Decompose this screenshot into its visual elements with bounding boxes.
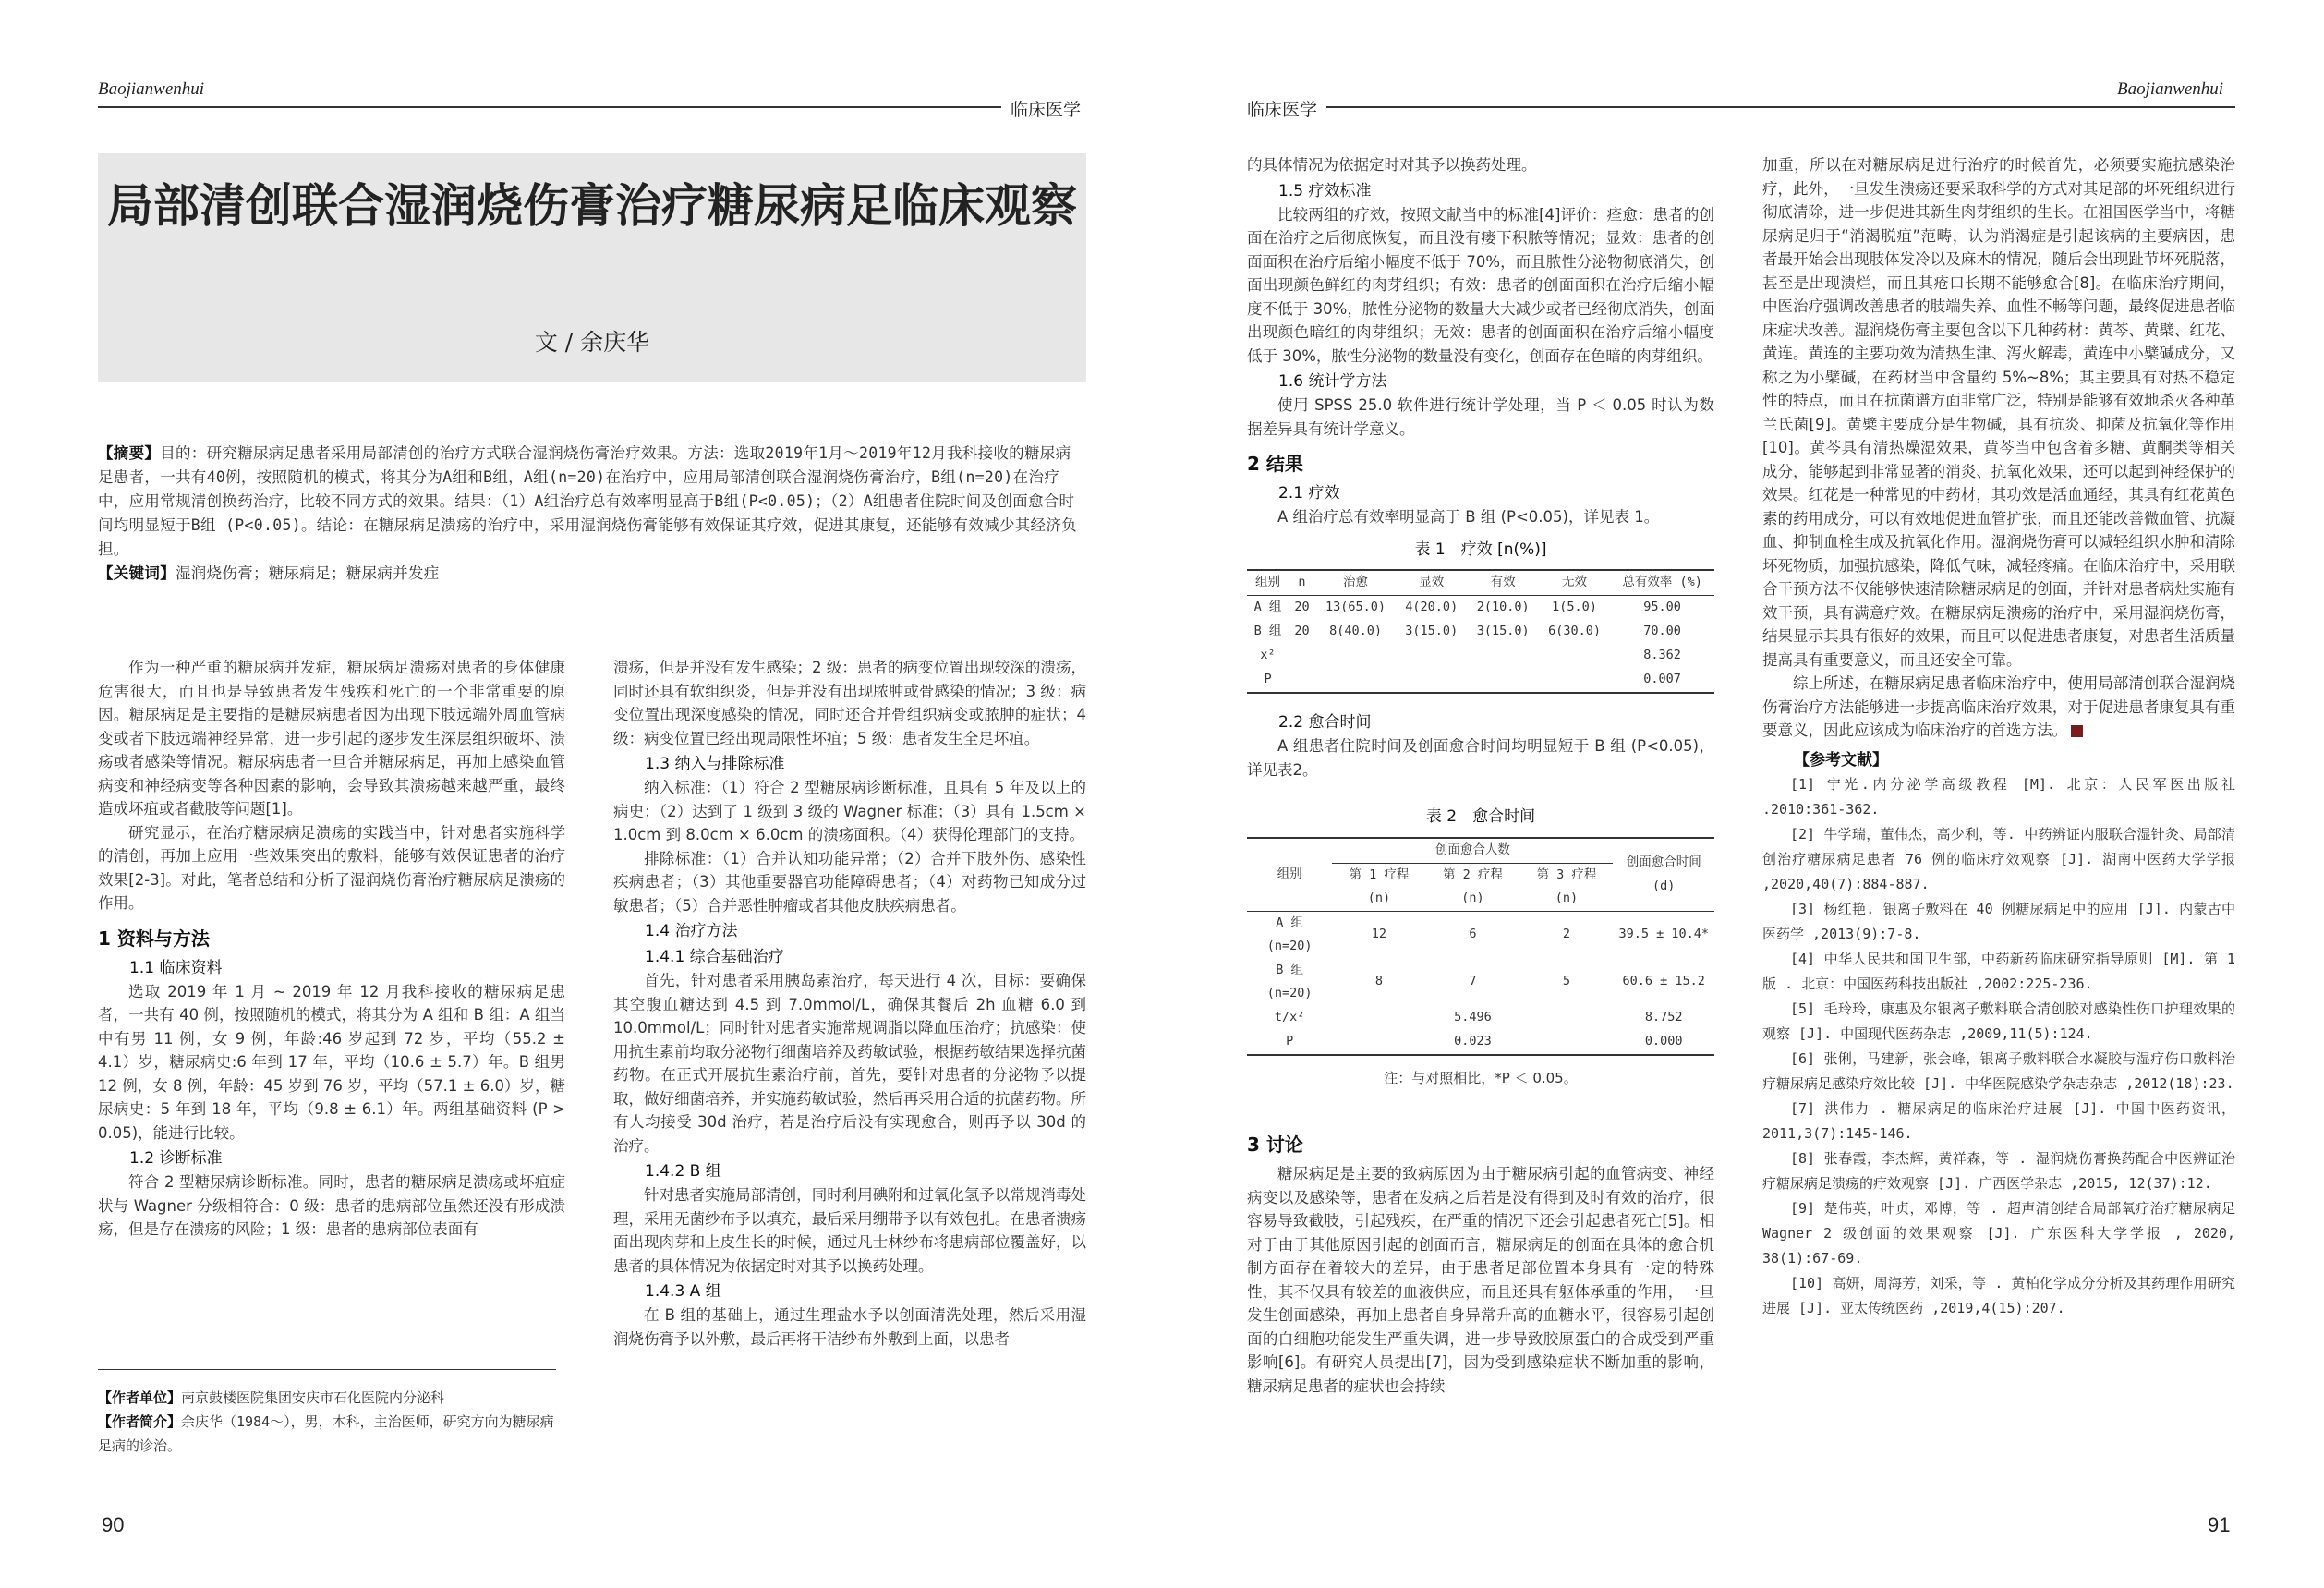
table-row <box>1247 620 1714 644</box>
paragraph: 排除标准：（1）合并认知功能异常；（2）合并下肢外伤、感染性疾病患者；（3）其他重要器官功能障碍患者；（4）对药物已知成分过敏患者；（5）合并恶性肿瘤或者其他皮肤疾病患者。 <box>613 849 1086 915</box>
table-row <box>1247 959 1714 1006</box>
table1-cell: 13(65.0) <box>1325 600 1386 615</box>
paragraph <box>1762 672 2235 743</box>
paragraph: 作为一种严重的糖尿病并发症，糖尿病足溃疡对患者的身体健康危害很大，而且也是导致患者发生残疾和死亡的一个非常重要的原因。糖尿病足是主要指的是糖尿病患者因为出现下肢远端外周血管病变或者下肢远端神经异常，进一步引起的逐步发生深层组织破坏、溃疡或者感染等情况。糖尿病患者一旦合并糖尿病足，再加上感染血管病变和神经病变等各种因素的影响，会导致其溃疡越来越严重，最终造成坏疽或者截肢等问题[1]。 <box>98 659 565 818</box>
right-column-1 <box>1247 153 1714 1398</box>
reference-item: [3] 杨红艳. 银离子敷料在 40 例糖尿病足中的应用 [J]. 内蒙古中医药学 ,2013(9):7-8. <box>1762 900 2235 942</box>
table2-cell: 0.000 <box>1644 1033 1683 1049</box>
table1-cell <box>1315 668 1396 693</box>
end-mark-icon <box>2071 725 2083 737</box>
journal-name: Baojianwenhui <box>98 79 205 99</box>
table2-caption: 表 2 愈合时间 <box>1425 807 1536 826</box>
table2-cell: P <box>1286 1033 1294 1049</box>
table2-cell: 12 <box>1371 927 1387 942</box>
table1-cell <box>1539 668 1610 693</box>
table2-cell <box>1332 1006 1425 1030</box>
table1-header: 总有效率 (%) <box>1622 575 1702 590</box>
section-heading: 2 结果 <box>1247 453 1303 475</box>
paragraph: 加重，所以在对糖尿病足进行治疗的时候首先，必须要实施抗感染治疗，此外，一旦发生溃疡还要采取科学的方式对其足部的坏死组织进行彻底清除，进一步促进其新生肉芽组织的生长。在祖国医学当中，将糖尿病足归于“消渴脱疽”范畴，认为消渴症是引起该病的主要病因，患者最开始会出现肢体发冷以及麻木的情况，随后会出现趾节坏死脱落，甚至是出现溃烂，而且其疮口长期不能够愈合[8]。在临床治疗期间，中医治疗强调改善患者的肢端失养、血性不畅等问题，最终促进患者临床症状改善。湿润烧伤膏主要包含以下几种药材：黄芩、黄檗、红花、黄连。黄连的主要功效为清热生津、泻火解毒，黄连中小檗碱成分，又称之为小檗碱，在药材当中含量约 5%~8%；其主要具有对热不稳定性的特点，而且在抗菌谱方面非常广泛，特别是能够有效地杀灭各种革兰氏菌[9]。黄檗主要成分是生物碱，具有抗炎、抑菌及抗氧化等作用[10]。黄芩具有清热燥湿效果，黄芩当中包含着多糖、黄酮类等相关成分，能够起到非常显著的消炎、抗氧化效果，还可以起到神经保护的效果。红花是一种常见的中药材，其功效是活血通经，其具有红花黄色素的药用成分，可以有效地促进血管扩张，而且还能改善微血管、抗凝血、抑制血栓生成及抗氧化作用。湿润烧伤膏可以减轻组织水肿和清除坏死物质，加强抗感染，降低气味，减轻疼痛。在临床治疗中，采用联合干预方法不仅能够快速清除糖尿病足的创面，并针对患者病灶实施有效干预，具有满意疗效。在糖尿病足溃疡的治疗中，采用湿润烧伤膏，结果显示其具有很好的效果，而且可以促进患者康复，对患者生活质量提高具有重要意义，而且还安全可靠。 <box>1762 156 2235 669</box>
paragraph: 糖尿病足是主要的致病原因为由于糖尿病引起的血管病变、神经病变以及感染等，患者在发病之后若是没有得到及时有效的治疗，很容易导致截肢，引起残疾，在严重的情况下还会引起患者死亡[5]。相对于由于其他原因引起的创面而言，糖尿病足的创面在具体的愈合机制方面存在着较大的差异，由于患者足部位置本身具有一定的特殊性，其不仅具有较差的血液供应，而且还具有躯体承重的作用，一旦发生创面感染，再加上患者自身异常升高的血糖水平，很容易引起创面的白细胞功能发生严重失调，进一步导致胶原蛋白的合成受到严重影响[6]。有研究人员提出[7]，因为受到感染症状不断加重的影响，糖尿病足患者的症状也会持续 <box>1247 1165 1714 1395</box>
table1-cell: 2(10.0) <box>1476 600 1530 615</box>
table1-cell <box>1396 644 1467 668</box>
paragraph: A 组治疗总有效率明显高于 B 组 (P<0.05)，详见表 1。 <box>1277 508 1660 526</box>
abstract-label: 【摘要】 <box>98 444 161 462</box>
table1-header: 无效 <box>1562 575 1588 590</box>
paragraph: 溃疡，但是并没有发生感染；2 级：患者的病变位置出现较深的溃疡，同时还具有软组织炎，但是并没有出现脓肿或骨感染的情况；3 级：病变位置出现深度感染的情况，同时还合并骨组织病变或脓肿的症状；4 级：病变位置已经出现局限性坏疽；5 级：患者发生全足坏疽。 <box>613 659 1086 747</box>
table2-header: 组别 <box>1247 838 1332 912</box>
table2-header-row <box>1247 838 1714 864</box>
table2-cell: B 组 (n=20) <box>1266 962 1313 1000</box>
table1-cell: 20 <box>1294 600 1310 615</box>
author-bio-label: 【作者简介】 <box>98 1413 182 1430</box>
reference-item: [8] 张春霞，李杰辉，黄祥森，等 . 湿润烧伤膏换药配合中医辨证治疗糖尿病足溃疡的疗效观察 [J]. 广西医学杂志 ,2015, 12(37):12. <box>1762 1149 2235 1192</box>
table1-header: 显效 <box>1419 575 1445 590</box>
table2-cell: 2 <box>1562 927 1570 942</box>
author-unit: 南京鼓楼医院集团安庆市石化医院内分泌科 <box>181 1389 445 1406</box>
subsection-heading: 1.6 统计学方法 <box>1278 372 1387 391</box>
reference-item: [10] 高妍，周海芳，刘采，等 . 黄柏化学成分分析及其药理作用研究进展 [J]. 亚太传统医药 ,2019,4(15):207. <box>1762 1274 2235 1316</box>
table1-cell: 3(15.0) <box>1405 624 1459 639</box>
table2-header: 创面愈合时间(d) <box>1613 838 1714 912</box>
table1-cell: A 组 <box>1253 600 1282 615</box>
page-number-right: 91 <box>2208 1513 2231 1536</box>
paragraph: 使用 SPSS 25.0 软件进行统计学处理，当 P ＜ 0.05 时认为数据差异具有统计学意义。 <box>1247 396 1714 438</box>
conclusion-text: 综上所述，在糖尿病足患者临床治疗中，使用局部清创联合湿润烧伤膏治疗方法能够进一步提高临床治疗效果，对于促进患者康复具有重要意义，因此应该成为临床治疗的首选方法。 <box>1762 674 2235 739</box>
author-footnote <box>98 1386 556 1458</box>
table1-cell: 20 <box>1294 624 1310 639</box>
table1-header: n <box>1298 575 1306 590</box>
table1-cell: x² <box>1260 648 1276 663</box>
reference-item: [7] 洪伟力 . 糖尿病足的临床治疗进展 [J]. 中国中医药资讯，2011,3(7):145-146. <box>1762 1099 2235 1142</box>
table-row <box>1247 1030 1714 1055</box>
paragraph: 研究显示，在治疗糖尿病足溃疡的实践当中，针对患者实施科学的清创，再加上应用一些效果突出的敷料，能够有效保证患者的治疗效果[2-3]。对此，笔者总结和分析了湿润烧伤膏治疗糖尿病足溃疡的作用。 <box>98 823 565 912</box>
article-title: 局部清创联合湿润烧伤膏治疗糖尿病足临床观察 <box>107 178 1077 233</box>
reference-item: [2] 牛学瑞，董伟杰，高少利，等. 中药辨证内服联合湿针灸、局部清创治疗糖尿病足患者 76 例的临床疗效观察 [J]. 湖南中医药大学学报 ,2020,40(7):884-887. <box>1762 825 2235 892</box>
paragraph: 首先，针对患者采用胰岛素治疗，每天进行 4 次，目标：要确保其空腹血糖达到 4.5 到 7.0mmol/L，确保其餐后 2h 血糖 6.0 到 10.0mmol/L；同时针对患者实施常规调脂以降血压治疗；抗感染：使用抗生素前均取分泌物行细菌培养及药敏试验，根据药敏结果选择抗菌药物。在正式开展抗生素治疗前，首先，要针对患者的分泌物予以提取，做好细菌培养，并实施药敏试验，然后再采用合适的抗菌药物。所有人均接受 30d 治疗，若是治疗后没有实现愈合，则再予以 30d 的治疗。 <box>613 972 1086 1155</box>
author-unit-label: 【作者单位】 <box>98 1389 182 1406</box>
table2-cell: 8.752 <box>1644 1009 1683 1024</box>
references-heading: 【参考文献】 <box>1794 750 1888 770</box>
table1-cell: 70.00 <box>1643 624 1681 639</box>
keywords-text: 湿润烧伤膏；糖尿病足；糖尿病并发症 <box>176 564 440 582</box>
reference-item: [6] 张俐，马建新，张会峰，银离子敷料联合水凝胶与湿疗伤口敷料治疗糖尿病足感染疗效比较 [J]. 中华医院感染学杂志杂志 ,2012(18):23. <box>1762 1049 2235 1092</box>
table1-cell: 3(15.0) <box>1476 624 1530 639</box>
table1-cell: B 组 <box>1253 624 1282 639</box>
table1-header: 有效 <box>1490 575 1516 590</box>
footnote-rule <box>98 1369 556 1370</box>
table1-cell: 6(30.0) <box>1548 624 1601 639</box>
table2-header: 创面愈合人数 <box>1332 838 1613 864</box>
author-bio: 余庆华（1984～），男，本科，主治医师，研究方向为糖尿病足病的诊治。 <box>98 1413 554 1454</box>
subsection-heading: 1.3 纳入与排除标准 <box>645 755 785 773</box>
table1-header-row <box>1247 570 1714 596</box>
table2-cell: 39.5 ± 10.4* <box>1618 927 1709 942</box>
right-page <box>1162 0 2324 1588</box>
table1-header: 组别 <box>1255 575 1281 590</box>
keywords-label: 【关键词】 <box>98 564 176 582</box>
table1-cell: P <box>1264 672 1272 687</box>
paragraph: 纳入标准：（1）符合 2 型糖尿病诊断标准，且具有 5 年及以上的病史；（2）达到了 1 级到 3 级的 Wagner 标准；（3）具有 1.5cm × 1.0cm 到 8.0cm × 6.0cm 的溃疡面积。（4）获得伦理部门的支持。 <box>613 779 1086 843</box>
subsection-heading: 2.1 疗效 <box>1278 484 1340 503</box>
table2-cell: A 组 (n=20) <box>1266 915 1313 953</box>
table1-cell <box>1539 644 1610 668</box>
paragraph: 的具体情况为依据定时对其予以换药处理。 <box>1247 156 1537 174</box>
table1 <box>1247 569 1714 694</box>
table1-cell: 8(40.0) <box>1329 624 1382 639</box>
table2-note: 注：与对照相比，*P ＜ 0.05。 <box>1384 1069 1578 1086</box>
section-name: 临床医学 <box>1001 96 1090 121</box>
table2-header: 第 1 疗程 (n) <box>1349 867 1410 905</box>
table1-cell <box>1289 668 1315 693</box>
table2-cell: 8 <box>1374 974 1383 989</box>
table2-cell: 0.023 <box>1454 1033 1492 1049</box>
paragraph: A 组患者住院时间及创面愈合时间均明显短于 B 组 (P<0.05)，详见表2。 <box>1247 737 1714 779</box>
table-row <box>1247 596 1714 621</box>
table1-header: 治愈 <box>1343 575 1369 590</box>
paragraph: 针对患者实施局部清创，同时利用碘附和过氧化氢予以常规消毒处理，采用无菌纱布予以填充，最后采用绷带予以有效包扎。在患者溃疡面出现肉芽和上皮生长的时候，通过凡士林纱布将患病部位覆盖好，以患者的具体情况为依据定时对其予以换药处理。 <box>613 1186 1086 1275</box>
subsubsection-heading: 1.4.3 A 组 <box>645 1282 721 1301</box>
section-heading: 3 讨论 <box>1247 1133 1303 1156</box>
subsection-heading: 1.5 疗效标准 <box>1278 181 1372 200</box>
table1-cell <box>1315 644 1396 668</box>
table-row <box>1247 668 1714 693</box>
table2-cell <box>1332 1030 1425 1055</box>
page-number-left: 90 <box>102 1513 125 1536</box>
journal-name: Baojianwenhui <box>2117 79 2224 99</box>
reference-item: [1] 宁光.内分泌学高级教程 [M]. 北京：人民军医出版社 .2010:361-362. <box>1762 775 2235 818</box>
table2-header: 第 3 疗程 (n) <box>1536 867 1597 905</box>
table-row <box>1247 1006 1714 1030</box>
title-box <box>98 153 1086 382</box>
header-rule <box>98 106 1086 108</box>
section-heading: 1 资料与方法 <box>98 927 210 950</box>
table2-cell: t/x² <box>1274 1009 1305 1024</box>
table1-caption: 表 1 疗效 [n(%)] <box>1414 539 1547 559</box>
section-name: 临床医学 <box>1247 96 1326 121</box>
references-list <box>1762 772 2235 1321</box>
article-author: 文 / 余庆华 <box>534 329 650 356</box>
table1-cell <box>1289 644 1315 668</box>
table-row <box>1247 911 1714 959</box>
reference-item: [4] 中华人民共和国卫生部，中药新药临床研究指导原则 [M]. 第 1 版 . 北京：中国医药科技出版社 ,2002:225-236. <box>1762 950 2235 992</box>
table2-header: 第 2 疗程 (n) <box>1442 867 1503 905</box>
table1-cell: 1(5.0) <box>1552 600 1597 615</box>
table2 <box>1247 837 1714 1056</box>
table1-cell: 95.00 <box>1643 600 1681 615</box>
paragraph: 在 B 组的基础上，通过生理盐水予以创面清洗处理，然后采用湿润烧伤膏予以外敷，最后再将干洁纱布外敷到上面，以患者 <box>613 1306 1086 1348</box>
abstract <box>98 442 1086 586</box>
table2-cell: 7 <box>1469 974 1477 989</box>
table1-cell: 4(20.0) <box>1405 600 1459 615</box>
table-row <box>1247 644 1714 668</box>
table2-cell: 5.496 <box>1454 1009 1492 1024</box>
table2-cell <box>1519 1006 1613 1030</box>
table1-cell <box>1467 644 1538 668</box>
paragraph: 选取 2019 年 1 月 ~ 2019 年 12 月我科接收的糖尿病足患者，一共有 40 例，按照随机的模式，将其分为 A 组和 B 组：A 组当中有男 11 例，女 9 例，年龄:46 岁起到 72 岁，平均（55.2 ± 4.1）岁，糖尿病史:6 年到 17 年，平均（10.6 ± 5.7）年。B 组男 12 例，女 8 例，年龄：45 岁到 76 岁，平均（57.1 ± 6.0）岁，糖尿病史：5 年到 18 年，平均（9.8 ± 6.1）年。两组基础资料 (P > 0.05)，能进行比较。 <box>98 982 565 1142</box>
table2-cell: 5 <box>1562 974 1570 989</box>
left-column-2 <box>613 656 1086 1351</box>
subsection-heading: 2.2 愈合时间 <box>1278 713 1372 732</box>
paragraph: 符合 2 型糖尿病诊断标准。同时，患者的糖尿病足溃疡或坏疽症状与 Wagner 分级相符合：0 级：患者的患病部位虽然还没有形成溃疡，但是存在溃疡的风险；1 级：患者的患病部位表面有 <box>98 1173 565 1238</box>
table1-cell: 0.007 <box>1643 672 1681 687</box>
subsection-heading: 1.4 治疗方法 <box>645 922 738 940</box>
left-column-1 <box>98 656 565 1242</box>
table1-cell <box>1396 668 1467 693</box>
subsubsection-heading: 1.4.2 B 组 <box>645 1162 721 1181</box>
subsection-heading: 1.2 诊断标准 <box>129 1149 223 1168</box>
subsection-heading: 1.1 临床资料 <box>129 958 223 977</box>
table2-cell <box>1519 1030 1613 1055</box>
reference-item: [5] 毛玲玲，康惠及尔银离子敷料联合清创胶对感染性伤口护理效果的观察 [J]. 中国现代医药杂志 ,2009,11(5):124. <box>1762 1000 2235 1042</box>
reference-item: [9] 楚伟英，叶贞，邓博，等 . 超声清创结合局部氧疗治疗糖尿病足 Wagner 2 级创面的效果观察 [J]. 广东医科大学学报 , 2020, 38(1):67-69. <box>1762 1199 2235 1267</box>
table1-cell <box>1467 668 1538 693</box>
subsubsection-heading: 1.4.1 综合基础治疗 <box>645 948 784 966</box>
abstract-text: 目的：研究糖尿病足患者采用局部清创的治疗方式联合湿润烧伤膏治疗效果。方法：选取2019年1月～2019年12月我科接收的糖尿病足患者，一共有40例，按照随机的模式，将其分为A组和B组，A组(n=20)在治疗中，应用局部清创联合湿润烧伤膏治疗，B组(n=20)在治疗中，应用常规清创换药治疗，比较不同方式的效果。结果：（1）A组治疗总有效率明显高于B组(P<0.05)；（2）A组患者住院时间及创面愈合时间均明显短于B组 (P<0.05)。结论：在糖尿病足溃疡的治疗中，采用湿润烧伤膏能够有效保证其疗效，促进其康复，还能够有效减少其经济负担。 <box>98 444 1077 558</box>
table2-cell: 60.6 ± 15.2 <box>1622 974 1705 989</box>
header-rule <box>1247 106 2235 108</box>
paragraph: 比较两组的疗效，按照文献当中的标准[4]评价：痊愈：患者的创面在治疗之后彻底恢复，而且没有瘘下积脓等情况；显效：患者的创面面积在治疗后缩小幅度不低于 70%，而且脓性分泌物彻底消失，创面出现颜色鲜红的肉芽组织；有效：患者的创面面积在治疗后缩小幅度不低于 30%，脓性分泌物的数量大大减少或者已经彻底消失，创面出现颜色暗红的肉芽组织；无效：患者的创面面积在治疗后缩小幅度低于 30%，脓性分泌物的数量没有变化，创面存在色暗的肉芽组织。 <box>1247 205 1714 365</box>
right-column-2 <box>1762 153 2235 1321</box>
table1-cell: 8.362 <box>1643 648 1681 663</box>
table2-cell: 6 <box>1469 927 1477 942</box>
